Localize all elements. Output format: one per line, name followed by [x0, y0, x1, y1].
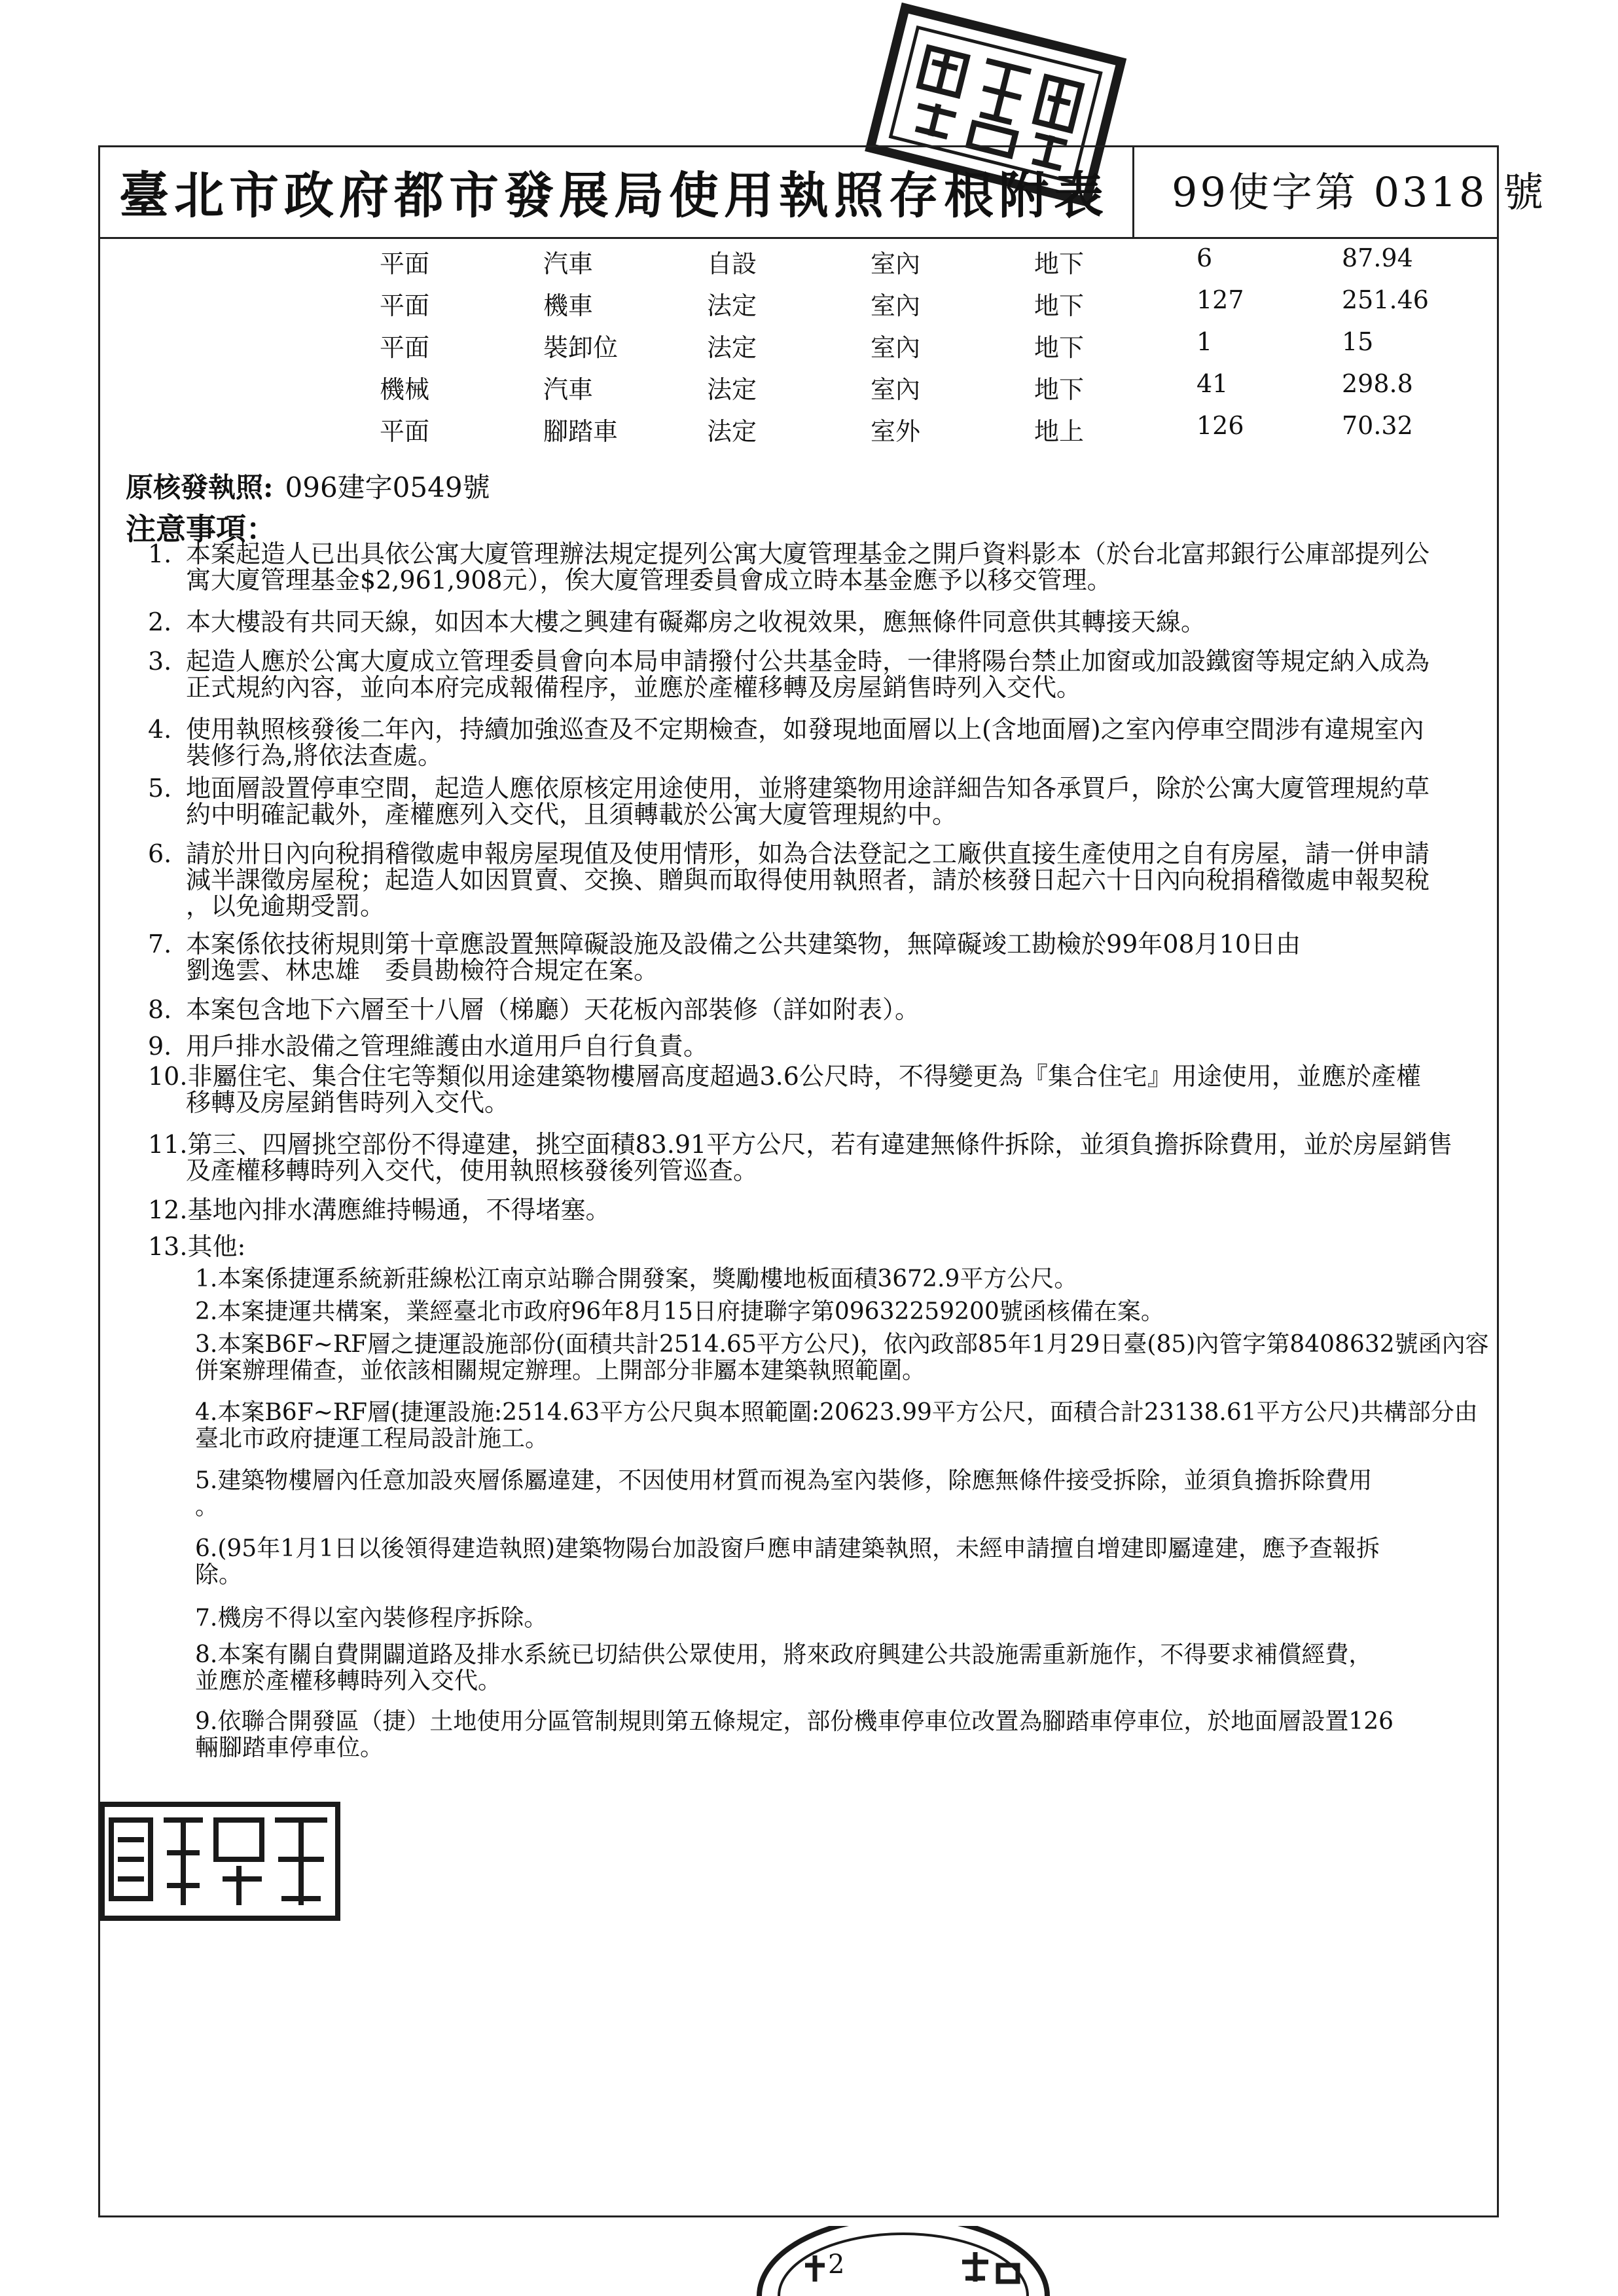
note-text: 基地內排水溝應維持暢通，不得堵塞。 — [187, 1195, 611, 1224]
note-text: 其他: — [187, 1232, 246, 1261]
note-text: 寓大廈管理基金$2,961,908元），俟大廈管理委員會成立時本基金應予以移交管理。 — [186, 566, 1112, 594]
note-number: 11. — [148, 1130, 188, 1159]
note-number: 6. — [148, 839, 172, 868]
note-item — [148, 931, 1301, 983]
other-note-text: 並應於產權移轉時列入交代。 — [195, 1667, 502, 1694]
parking-cell: 室內 — [871, 333, 921, 362]
parking-cell: 法定 — [707, 291, 757, 320]
parking-cell: 法定 — [707, 333, 757, 362]
other-note-text: 3.本案B6F~RF層之捷運設施部份(面積共計2514.65平方公尺)，依內政部85年1月29日臺(85)內管字第8408632號函內容 — [195, 1331, 1489, 1358]
parking-cell: 法定 — [707, 417, 757, 446]
note-text: 起造人應於公寓大廈成立管理委員會向本局申請撥付公共基金時，一律將陽台禁止加窗或加設鐵窗等規定納入成為 — [186, 647, 1430, 676]
parking-cell: 41 — [1196, 369, 1229, 398]
note-text: 地面層設置停車空間，起造人應依原核定用途使用，並將建築物用途詳細告知各承買戶，除於公寓大廈管理規約草 — [186, 774, 1430, 803]
other-note-item — [195, 1605, 547, 1631]
other-note-text: 8.本案有關自費開闢道路及排水系統已切結供公眾使用，將來政府興建公共設施需重新施作，不得要求補償經費， — [195, 1641, 1373, 1668]
note-item — [148, 996, 920, 1023]
parking-cell: 地下 — [1034, 291, 1085, 320]
parking-cell: 平面 — [380, 417, 430, 446]
other-note-item — [195, 1400, 1478, 1452]
other-note-item — [195, 1332, 1489, 1384]
original-license-label: 原核發執照: — [126, 471, 274, 503]
parking-cell: 127 — [1196, 285, 1244, 314]
parking-cell: 室內 — [871, 249, 921, 278]
note-item — [148, 1033, 708, 1059]
other-note-item — [195, 1536, 1380, 1588]
note-text: 使用執照核發後二年內，持續加強巡查及不定期檢查，如發現地面層以上(含地面層)之室內停車空間涉有違規室內 — [186, 715, 1424, 744]
parking-cell: 6 — [1196, 244, 1213, 272]
page-number: 2 — [828, 2250, 845, 2280]
note-item — [148, 1233, 245, 1260]
parking-cell: 地下 — [1034, 333, 1085, 362]
note-number: 3. — [148, 647, 172, 676]
header-divider — [98, 237, 1499, 239]
parking-cell: 汽車 — [543, 375, 594, 404]
note-number: 8. — [148, 995, 172, 1024]
note-number: 7. — [148, 930, 172, 958]
note-number: 1. — [148, 539, 172, 568]
parking-cell: 機車 — [543, 291, 594, 320]
parking-cell: 15 — [1342, 327, 1374, 356]
parking-cell: 平面 — [380, 249, 430, 278]
original-license-value: 096建字0549號 — [285, 471, 490, 503]
note-text: 裝修行為,將依法查處。 — [186, 741, 443, 770]
note-number: 2. — [148, 608, 172, 636]
parking-cell: 機械 — [380, 375, 430, 404]
other-note-text: 2.本案捷運共構案，業經臺北市政府96年8月15日府捷聯字第09632259200號函核備在案。 — [195, 1298, 1164, 1325]
parking-cell: 126 — [1196, 411, 1244, 440]
note-text: 及產權移轉時列入交代，使用執照核發後列管巡查。 — [186, 1156, 759, 1185]
document-title: 臺北市政府都市發展局使用執照存根附表 — [119, 166, 1109, 225]
note-text: 用戶排水設備之管理維護由水道用戶自行負責。 — [186, 1032, 709, 1061]
parking-cell: 地下 — [1034, 375, 1085, 404]
parking-cell: 室內 — [871, 375, 921, 404]
parking-cell: 地上 — [1034, 417, 1085, 446]
note-text: 減半課徵房屋稅；起造人如因買賣、交換、贈與而取得使用執照者，請於核發日起六十日內向稅捐稽徵處申報契稅 — [186, 866, 1430, 894]
other-note-item — [195, 1642, 1372, 1694]
note-item — [148, 609, 1206, 635]
other-note-text: 5.建築物樓層內任意加設夾層係屬違建，不因使用材質而視為室內裝修，除應無條件接受拆除，並須負擔拆除費用 — [195, 1467, 1373, 1494]
other-note-text: 1.本案係捷運系統新莊線松江南京站聯合開發案，獎勵樓地板面積3672.9平方公尺。 — [195, 1266, 1078, 1292]
note-item — [148, 541, 1429, 593]
other-note-text: 。 — [195, 1493, 219, 1520]
parking-cell: 87.94 — [1342, 244, 1413, 272]
parking-cell: 腳踏車 — [543, 417, 619, 446]
note-number: 5. — [148, 774, 172, 803]
note-item — [148, 648, 1429, 701]
note-number: 9. — [148, 1032, 172, 1061]
note-item — [148, 1063, 1421, 1116]
parking-cell: 平面 — [380, 291, 430, 320]
other-note-item — [195, 1299, 1164, 1325]
note-text: 移轉及房屋銷售時列入交代。 — [186, 1088, 510, 1117]
other-note-text: 輛腳踏車停車位。 — [195, 1734, 384, 1761]
note-text: 本案係依技術規則第十章應設置無障礙設施及設備之公共建築物，無障礙竣工勘檢於99年08月10日由 — [186, 930, 1301, 958]
other-note-text: 7.機房不得以室內裝修程序拆除。 — [195, 1605, 548, 1631]
note-item — [148, 841, 1429, 919]
other-note-item — [195, 1468, 1372, 1520]
parking-cell: 自設 — [707, 249, 757, 278]
note-text: ，以免逾期受罰。 — [186, 892, 386, 920]
note-item — [148, 716, 1424, 769]
official-seal-bottom-left — [98, 1800, 342, 1922]
parking-cell: 裝卸位 — [543, 333, 619, 362]
other-note-text: 臺北市政府捷運工程局設計施工。 — [195, 1425, 549, 1452]
other-note-text: 除。 — [195, 1561, 243, 1588]
original-license — [126, 466, 490, 505]
parking-cell: 地下 — [1034, 249, 1085, 278]
note-item — [148, 775, 1429, 828]
note-text: 非屬住宅、集合住宅等類似用途建築物樓層高度超過3.6公尺時，不得變更為『集合住宅』用途使用，並應於產權 — [187, 1062, 1421, 1091]
parking-cell: 室內 — [871, 291, 921, 320]
other-note-text: 9.依聯合開發區（捷）土地使用分區管制規則第五條規定，部份機車停車位改置為腳踏車停車位，於地面層設置126 — [195, 1708, 1394, 1735]
parking-cell: 1 — [1196, 327, 1213, 356]
other-note-text: 4.本案B6F~RF層(捷運設施:2514.63平方公尺與本照範圍:20623.99平方公尺，面積合計23138.61平方公尺)共構部分由 — [195, 1399, 1478, 1426]
note-item — [148, 1197, 610, 1223]
note-text: 正式規約內容，並向本府完成報備程序，並應於產權移轉及房屋銷售時列入交代。 — [186, 673, 1082, 702]
note-text: 本案包含地下六層至十八層（梯廳）天花板內部裝修（詳如附表）。 — [186, 995, 920, 1024]
parking-cell: 251.46 — [1342, 285, 1429, 314]
parking-cell: 平面 — [380, 333, 430, 362]
official-seal-bottom — [746, 2226, 1060, 2296]
document-number: 99使字第 0318 號 — [1172, 168, 1547, 216]
note-text: 約中明確記載外，產權應列入交代，且須轉載於公寓大廈管理規約中。 — [186, 800, 958, 829]
notes-heading: 注意事項： — [126, 511, 276, 547]
parking-cell: 汽車 — [543, 249, 594, 278]
parking-cell: 70.32 — [1342, 411, 1413, 440]
parking-cell: 室外 — [871, 417, 921, 446]
note-number: 10. — [148, 1062, 188, 1091]
header-separator — [1132, 145, 1134, 237]
note-text: 劉逸雲、林忠雄 委員勘檢符合規定在案。 — [186, 956, 659, 985]
note-text: 本案起造人已出具依公寓大廈管理辦法規定提列公寓大廈管理基金之開戶資料影本（於台北富邦銀行公庫部提列公 — [186, 539, 1430, 568]
parking-cell: 298.8 — [1342, 369, 1413, 398]
other-note-text: 併案辦理備查，並依該相關規定辦理。上開部分非屬本建築執照範圍。 — [195, 1357, 926, 1384]
note-text: 本大樓設有共同天線，如因本大樓之興建有礙鄰房之收視效果，應無條件同意供其轉接天線。 — [186, 608, 1206, 636]
note-number: 12. — [148, 1195, 188, 1224]
other-note-item — [195, 1709, 1393, 1761]
other-note-item — [195, 1266, 1077, 1292]
note-number: 4. — [148, 715, 172, 744]
note-number: 13. — [148, 1232, 188, 1261]
note-text: 第三、四層挑空部份不得違建，挑空面積83.91平方公尺，若有違建無條件拆除，並須負擔拆除費用，並於房屋銷售 — [187, 1130, 1453, 1159]
note-text: 請於卅日內向稅捐稽徵處申報房屋現值及使用情形，如為合法登記之工廠供直接生產使用之自有房屋，請一併申請 — [186, 839, 1430, 868]
parking-cell: 法定 — [707, 375, 757, 404]
note-item — [148, 1131, 1452, 1184]
other-note-text: 6.(95年1月1日以後領得建造執照)建築物陽台加設窗戶應申請建築執照，未經申請擅自增建即屬違建，應予查報拆 — [195, 1535, 1380, 1562]
